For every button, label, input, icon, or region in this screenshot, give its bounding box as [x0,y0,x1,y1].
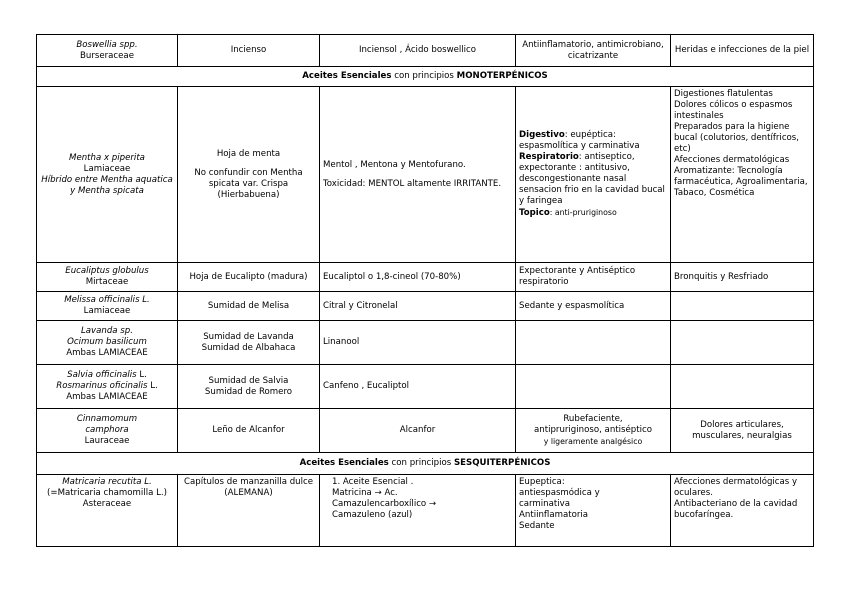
family-name: Lauraceae [84,436,130,446]
essential-oils-table [36,34,814,547]
drug-cell: Capítulos de manzanilla dulce (ALEMANA) [178,475,320,547]
plant-cell [37,409,178,453]
species-name: camphora [85,425,129,435]
family-name: Mirtaceae [85,277,129,287]
action-text: Antiinflamatoria [519,510,589,520]
drug-name: Sumidad de Albahaca [201,342,296,353]
species-name: Cinnamomum [76,414,138,424]
family-name: Ambas LAMIACEAE [66,392,148,402]
plant-cell [37,321,178,365]
species-name: Ocimum basilicum [67,337,147,347]
action-key-digestivo: Digestivo [519,130,565,140]
principle-cell: Inciensol , Ácido boswellico [320,35,516,67]
principle-cell: Canfeno , Eucaliptol [320,365,516,409]
plant-cell [37,365,178,409]
toxicity-note: Toxicidad: MENTOL altamente IRRITANTE. [323,178,502,189]
section-header-sesquiterpenicos [37,453,814,475]
species-name: Matricaria recutita L. [62,477,152,487]
use-item: Aromatizante: Tecnología farmacéutica, Agroalimentaria, Tabaco, Cosmética [674,166,808,198]
action-cell: Sedante y espasmolítica [516,292,671,321]
species-author: L. [136,370,147,380]
action-cell [516,321,671,365]
principle-cell [320,475,516,547]
drug-cell [178,321,320,365]
action-value: : antiseptico, expectorante : antitusivo, descongestionante nasal sensacion frio en la cavidad bucal y faringea [519,152,665,206]
drug-cell: Incienso [178,35,320,67]
action-text: carminativa [519,499,570,509]
species-synonym: (=Matricaria chamomilla L.) [47,488,167,498]
drug-cell [178,87,320,263]
action-key-respiratorio: Respiratorio [519,152,579,162]
use-item: Digestiones flatulentas [674,89,773,99]
principle-text: Camazuleno (azul) [332,510,413,520]
family-name: Ambas LAMIACEAE [66,348,148,358]
section-middle: con principios [391,458,452,468]
drug-note: No confundir con Mentha spicata var. Crispa (Hierbabuena) [194,167,303,200]
section-class: SESQUITERPÉNICOS [453,458,551,468]
principle-text: Mentol , Mentona y Mentofurano. [323,159,466,170]
action-value: : eupéptica: espasmolítica y carminativa [519,130,640,151]
family-name: Burseraceae [79,50,134,61]
species-name: Eucaliptus globulus [65,266,149,276]
family-name: Lamiaceae [83,163,131,174]
species-name: Salvia officinalis [67,370,137,380]
action-cell [516,475,671,547]
principle-cell: Citral y Citronelal [320,292,516,321]
drug-cell [178,365,320,409]
use-item: Afecciones dermatológicas y oculares. [674,477,798,498]
action-cell [516,409,671,453]
section-prefix: Aceites Esenciales [299,458,389,468]
family-name: Lamiaceae [83,306,131,316]
family-name: Asteraceae [82,499,132,509]
table-row [37,409,814,453]
use-item: Preparados para la higiene bucal (colutorios, dentífricos, etc) [674,122,800,154]
action-key-topico: Topico [519,208,550,218]
section-header-monoterpenos [37,67,814,87]
action-text: y ligeramente analgésico [543,437,643,446]
action-cell [516,365,671,409]
principle-cell: Alcanfor [320,409,516,453]
action-text: Rubefaciente, [563,414,623,424]
plant-cell [37,475,178,547]
action-text: antipruriginoso, antiséptico [533,425,652,435]
principle-cell: Linanool [320,321,516,365]
table-row [37,292,814,321]
section-class: MONOTERPÉNICOS [456,71,548,81]
action-cell: Antiinflamatorio, antimicrobiano, cicatrizante [516,35,671,67]
use-cell [671,365,814,409]
plant-cell [37,263,178,292]
action-text: Eupeptica: [519,477,565,487]
drug-name: Sumidad de Lavanda [203,331,294,342]
hybrid-note: Híbrido entre Mentha aquatica y Mentha spicata [41,174,173,196]
principle-text: Camazulencarboxílico → [332,499,437,509]
drug-name: Hoja de menta [216,148,281,159]
use-item: Dolores cólicos o espasmos intestinales [674,100,793,121]
table-row [37,475,814,547]
principle-cell [320,87,516,263]
use-cell: Bronquitis y Resfriado [671,263,814,292]
section-prefix: Aceites Esenciales [302,71,392,81]
plant-cell [37,35,178,67]
use-cell [671,292,814,321]
species-name: Rosmarinus oficinalis [56,381,148,391]
species-name: Lavanda sp. [81,326,133,336]
species-name: Mentha x piperita [69,152,145,163]
drug-name: Sumidad de Salvia [208,375,289,386]
principle-text: Matricina → Ac. [332,488,398,498]
drug-cell: Sumidad de Melisa [178,292,320,321]
use-cell [671,475,814,547]
species-name: Boswellia spp. [76,39,138,50]
use-item: Afecciones dermatológicas [674,155,790,165]
section-header-row [37,453,814,475]
action-cell: Expectorante y Antiséptico respiratorio [516,263,671,292]
table-row [37,35,814,67]
section-header-row [37,67,814,87]
principle-cell: Eucaliptol o 1,8-cineol (70-80%) [320,263,516,292]
section-middle: con principios [394,71,454,81]
action-text: Sedante [519,521,555,531]
drug-name: Sumidad de Romero [204,386,293,397]
use-cell [671,321,814,365]
species-name: Melissa officinalis L. [64,295,150,305]
table-row [37,87,814,263]
plant-cell [37,292,178,321]
use-cell [671,87,814,263]
species-author: L. [147,381,158,391]
action-value: : anti-pruriginoso [549,208,617,217]
action-text: antiespasmódica y [519,488,600,498]
table-row [37,321,814,365]
plant-cell [37,87,178,263]
use-cell: Heridas e infecciones de la piel [671,35,814,67]
drug-cell: Hoja de Eucalipto (madura) [178,263,320,292]
use-item: Antibacteriano de la cavidad bucofaríngea. [674,499,798,520]
table-row [37,263,814,292]
action-cell [516,87,671,263]
use-cell: Dolores articulares, musculares, neuralgias [671,409,814,453]
table-row [37,365,814,409]
drug-cell: Leño de Alcanfor [178,409,320,453]
principle-text: 1. Aceite Esencial . [332,477,414,487]
